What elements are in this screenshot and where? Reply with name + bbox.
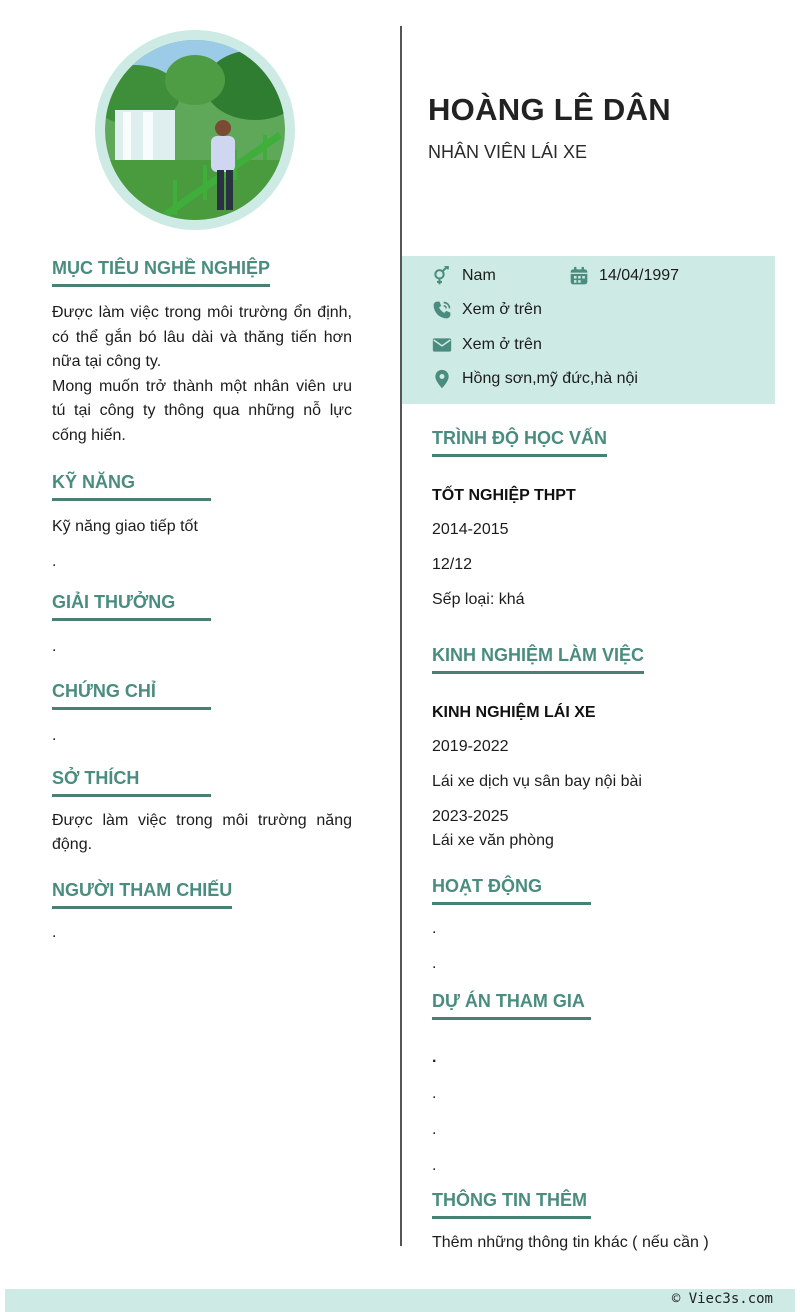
section-title-awards: GIẢI THƯỞNG — [52, 590, 211, 621]
section-title-objective: MỤC TIÊU NGHỀ NGHIỆP — [52, 256, 270, 287]
section-title-references: NGƯỜI THAM CHIẾU — [52, 878, 232, 909]
section-title-education: TRÌNH ĐỘ HỌC VẤN — [432, 426, 607, 457]
email-value: Xem ở trên — [462, 336, 542, 353]
projects-placeholder-3: . — [432, 1121, 437, 1138]
awards-placeholder: . — [52, 637, 57, 655]
experience-desc-2: Lái xe văn phòng — [432, 832, 554, 849]
education-rank: Sếp loại: khá — [432, 591, 525, 608]
section-title-projects: DỰ ÁN THAM GIA — [432, 989, 591, 1020]
education-years: 2014-2015 — [432, 521, 509, 538]
candidate-name: HOÀNG LÊ DÂN — [428, 92, 671, 127]
section-title-skills: KỸ NĂNG — [52, 470, 211, 501]
gender-icon — [432, 266, 452, 286]
avatar-photo — [105, 40, 285, 220]
extra-info-section — [432, 1188, 772, 1255]
activities-placeholder-2: . — [432, 955, 437, 972]
gender-value: Nam — [462, 267, 496, 284]
projects-section — [432, 989, 772, 1178]
contact-phone — [432, 300, 542, 320]
column-divider — [400, 26, 402, 1246]
section-title-certificates: CHỨNG CHỈ — [52, 679, 211, 710]
objective-paragraph-1: Được làm việc trong môi trường ổn định, có thể gắn bó lâu dài và thăng tiến hơn nữa tại công ty. — [52, 304, 352, 370]
references-placeholder: . — [52, 923, 57, 941]
email-icon — [432, 335, 452, 355]
footer-bar — [5, 1289, 795, 1312]
education-grade: 12/12 — [432, 556, 473, 573]
experience-heading: KINH NGHIỆM LÁI XE — [432, 704, 596, 721]
activities-placeholder-1: . — [432, 920, 437, 937]
objective-paragraph-2: Mong muốn trở thành một nhân viên ưu tú tại công ty thông qua những nỗ lực cống hiến. — [52, 377, 352, 444]
left-column — [52, 256, 352, 943]
contact-address — [432, 369, 638, 389]
phone-value: Xem ở trên — [462, 301, 542, 318]
education-school: TỐT NGHIỆP THPT — [432, 487, 576, 504]
contact-email — [432, 335, 542, 355]
hobbies-text: Được làm việc trong môi trường năng động. — [52, 811, 352, 853]
section-title-hobbies: SỞ THÍCH — [52, 766, 211, 797]
contact-gender — [432, 266, 496, 286]
skills-placeholder: . — [52, 552, 57, 570]
calendar-icon — [569, 266, 589, 286]
section-title-extra: THÔNG TIN THÊM — [432, 1188, 591, 1219]
location-pin-icon — [432, 369, 452, 389]
certificates-placeholder: . — [52, 726, 57, 744]
avatar — [95, 30, 295, 230]
portrait-landscape-image — [105, 40, 285, 220]
experience-period-2: 2023-2025 — [432, 808, 509, 825]
extra-info-text: Thêm những thông tin khác ( nếu cần ) — [432, 1234, 709, 1251]
projects-placeholder-4: . — [432, 1157, 437, 1174]
contact-birthday — [569, 266, 679, 286]
birthday-value: 14/04/1997 — [599, 267, 680, 284]
education-section — [432, 426, 772, 612]
skill-item: Kỹ năng giao tiếp tốt — [52, 518, 198, 535]
experience-desc-1: Lái xe dịch vụ sân bay nội bài — [432, 773, 642, 790]
copyright-text: © Viec3s.com — [671, 1291, 773, 1307]
section-title-experience: KINH NGHIỆM LÀM VIỆC — [432, 643, 644, 674]
experience-period-1: 2019-2022 — [432, 738, 509, 755]
address-value: Hồng sơn,mỹ đức,hà nội — [462, 370, 638, 387]
contact-panel — [402, 256, 775, 404]
experience-section — [432, 643, 772, 853]
candidate-title: NHÂN VIÊN LÁI XE — [428, 142, 588, 162]
section-title-activities: HOẠT ĐỘNG — [432, 874, 591, 905]
projects-placeholder-1: . — [432, 1049, 437, 1066]
phone-icon — [432, 300, 452, 320]
activities-section — [432, 874, 772, 976]
projects-placeholder-2: . — [432, 1085, 437, 1102]
